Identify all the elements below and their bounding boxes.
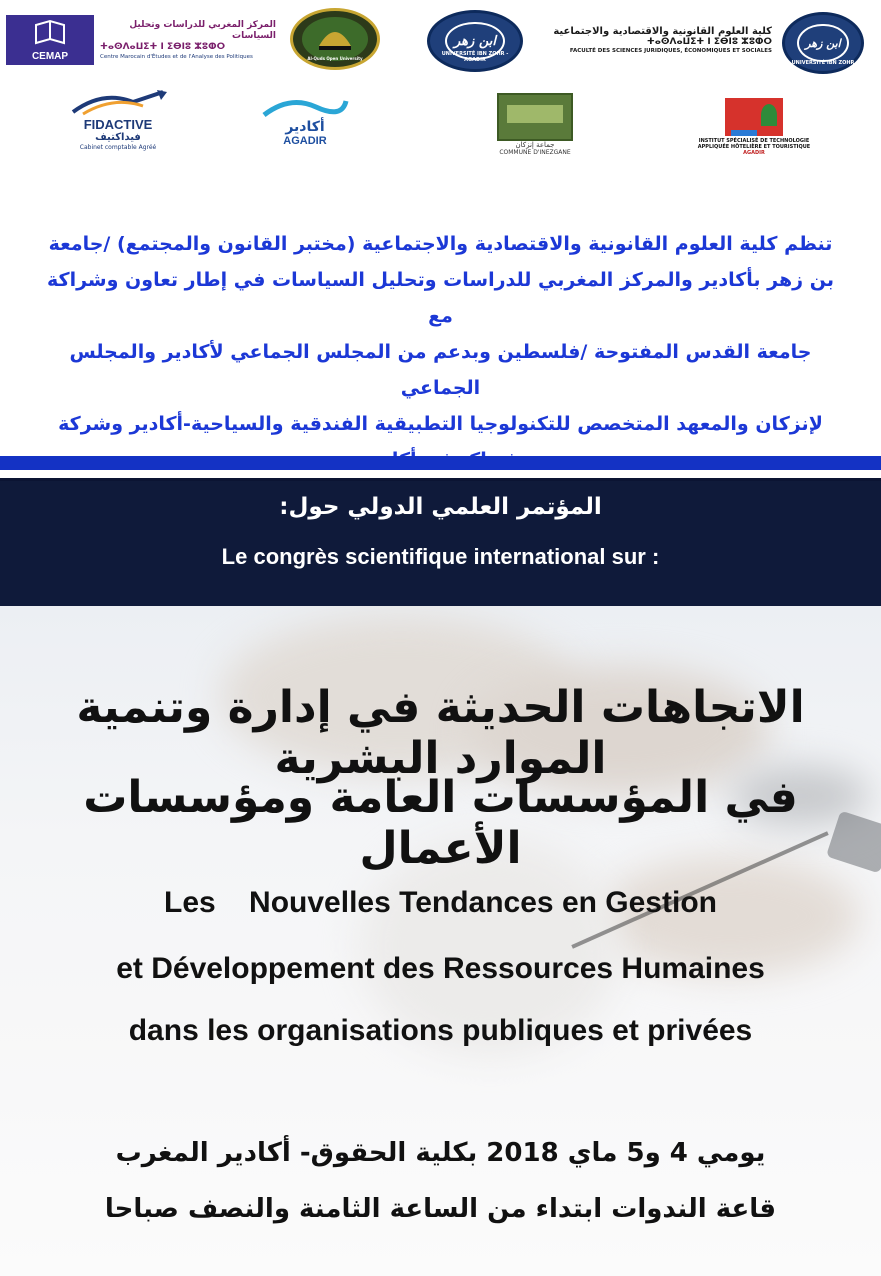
ibnzohr-ring-text-2: UNIVERSITÉ IBN ZOHR bbox=[791, 60, 855, 66]
title-arabic-line-1: الاتجاهات الحديثة في إدارة وتنمية الموارد البشرية bbox=[76, 682, 805, 784]
agadir-arabic: أكادير bbox=[285, 119, 325, 135]
logo-istahta bbox=[694, 96, 814, 158]
fidactive-swoosh-icon bbox=[63, 88, 173, 118]
intro-line-3: جامعة القدس المفتوحة /فلسطين وبدعم من المجلس الجماعي لأكادير والمجلس الجماعي bbox=[69, 341, 812, 399]
event-date-venue: يومي 4 و5 ماي 2018 بكلية الحقوق- أكادير المغرب bbox=[115, 1138, 766, 1168]
logo-ibnzohr-1 bbox=[427, 10, 523, 72]
event-hall-time: قاعة الندوات ابتداء من الساعة الثامنة والنصف صباحا bbox=[104, 1194, 777, 1224]
cemap-tifinagh: ⵜⴰⵙⴷⴰⵡⵉⵜ ⵏ ⵉⴱⵏⵓ ⵣⵓⵀⵔ bbox=[100, 41, 226, 52]
band-white-gap bbox=[0, 470, 881, 478]
title-french-line-1: Les Nouvelles Tendances en Gestion bbox=[164, 886, 717, 919]
agadir-wave-icon bbox=[260, 95, 350, 119]
agadir-label: AGADIR bbox=[283, 135, 327, 147]
quds-label: Al-Quds Open University bbox=[307, 56, 363, 61]
faculty-french: FACULTÉ DES SCIENCES JURIDIQUES, ÉCONOMIQUES ET SOCIALES bbox=[569, 48, 772, 54]
quds-emblem-icon bbox=[315, 24, 355, 54]
logo-inezgane bbox=[485, 88, 585, 160]
title-french-line-3: dans les organisations publiques et privées bbox=[128, 1014, 753, 1047]
band-arabic-heading: المؤتمر العلمي الدولي حول: bbox=[279, 494, 602, 520]
cemap-french: Centre Marocain d'Études et de l'Analyse des Politiques bbox=[100, 53, 253, 60]
logo-cemap bbox=[6, 14, 276, 66]
istahta-emblem-icon bbox=[725, 98, 783, 136]
inezgane-label: COMMUNE D'INEZGANE bbox=[499, 148, 571, 156]
fidactive-arabic: فيداكتيف bbox=[95, 131, 141, 143]
faculty-arabic: كلية العلوم القانونية والاقتصادية والاجتماعية bbox=[553, 26, 772, 37]
band-blue-stripe bbox=[0, 456, 881, 470]
intro-line-4: لإنزكان والمعهد المتخصص للتكنولوجيا التطبيقية الفندقية والسياحية-أكادير وشركة bbox=[58, 413, 823, 435]
inezgane-arabic: جماعة إنزكان bbox=[515, 140, 555, 149]
logo-quds bbox=[290, 8, 380, 70]
intro-line-1: تنظم كلية العلوم القانونية والاقتصادية والاجتماعية (مختبر القانون والمجتمع) /جامعة bbox=[48, 233, 833, 255]
title-french-line-2: et Développement des Ressources Humaines bbox=[116, 952, 765, 985]
cemap-arabic: المركز المغربي للدراسات وتحليل السياسات bbox=[129, 19, 276, 41]
band-french-heading: Le congrès scientifique international sur : bbox=[221, 544, 660, 569]
logo-ibnzohr-2 bbox=[782, 12, 864, 74]
cemap-label: CEMAP bbox=[31, 51, 69, 62]
faculty-tifinagh: ⵜⴰⵙⴷⴰⵡⵉⵜ ⵏ ⵉⴱⵏⵓ ⵣⵓⵀⵔ bbox=[646, 37, 772, 47]
intro-line-2: بن زهر بأكادير والمركز المغربي للدراسات وتحليل السياسات في إطار تعاون وشراكة مع bbox=[47, 269, 834, 327]
ibnzohr-calligraphy-icon: ابن زهر bbox=[454, 33, 496, 49]
ibnzohr-ring-text-1: UNIVERSITÉ IBN ZOHR - AGADIR bbox=[441, 51, 509, 63]
cemap-icon bbox=[6, 15, 94, 65]
inezgane-emblem-icon bbox=[497, 93, 573, 141]
istahta-city: AGADIR bbox=[743, 150, 765, 156]
logo-faculty bbox=[540, 14, 772, 66]
ibnzohr-calligraphy-icon-2: ابن زهر bbox=[805, 36, 841, 50]
fidactive-label: FIDACTIVE bbox=[83, 116, 153, 132]
fidactive-sub: Cabinet comptable Agréé bbox=[79, 143, 157, 151]
intro-paragraph bbox=[40, 226, 841, 478]
title-arabic-line-2: في المؤسسات العامة ومؤسسات الأعمال bbox=[83, 772, 798, 874]
istahta-label: INSTITUT SPÉCIALISÉ DE TECHNOLOGIE APPLIQUÉE HÔTELIÈRE ET TOURISTIQUE bbox=[697, 138, 811, 150]
logo-fidactive bbox=[48, 84, 188, 154]
logo-agadir bbox=[255, 90, 355, 152]
